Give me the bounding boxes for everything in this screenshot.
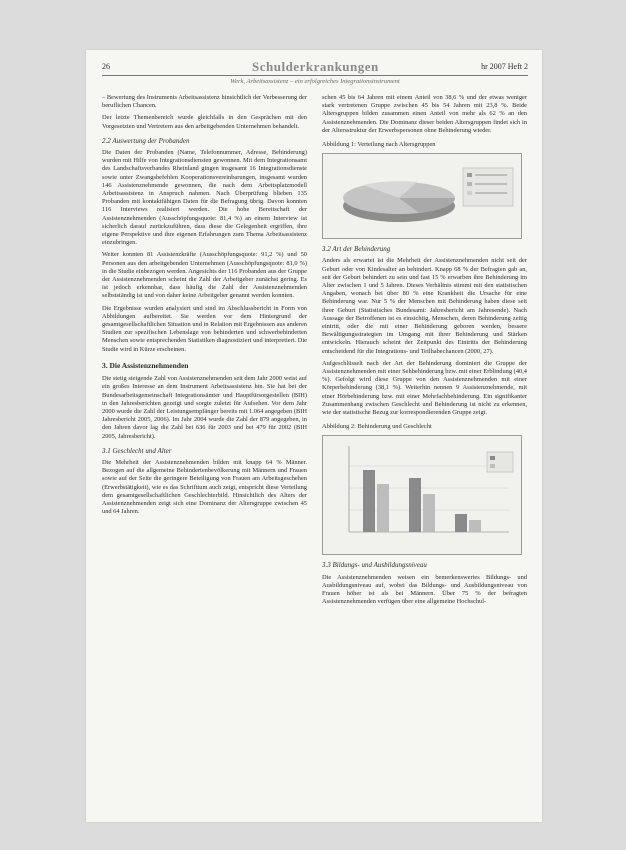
section-3-3-heading: 3.3 Bildungs- und Ausbildungsniveau xyxy=(322,561,427,570)
section-3-2-paragraph-1: Anders als erwartet ist die Mehrheit der Assistenznehmenden nicht seit der Geburt oder von Kindesalter an behindert. Knapp 68 % der Befragten gab an, seit der Geburt behindert zu sein und fast 15 % erwarben ihre Behinderung im Alter zwischen 1 und 5 Jahren. Dieses Verhältnis stimmt mit den statistischen Angaben, wonach bei über 80 % eine Krankheit die Ursache für eine Behinderung war. Nur 5 % der Menschen mit Behinderung haben diese seit ihrer Geburt (Statistisches Bundesamt: Jahresbericht am Jahresende). Nach Aussage der Betroffenen ist es einsichtig, Menschen, deren Behinderung zeitig eintritt, oder die mit einer Behinderung geboren werden, bessere Bewältigungsstrategien im Umgang mit ihrer Behinderung und Stärken entwickeln. Hierauch scheint der Zeitpunkt des Eintritts der Behinderung entscheidend für die Integrations- und Teilhabechancen (2000, 27). xyxy=(322,257,527,355)
section-3-1-paragraph-1: Die Mehrheit der Assistenznehmenden bilden mit knapp 64 % Männer. Bezogen auf die allgemeine Behindertenbevölkerung mit Männern und Frauen sowie auf der Seite die geringere Beteiligung von Frauen am Arbeitsgeschehen (Erwerbstätigkeit), wie es das Schrifttum auch zeigt, entspricht diese Verteilung dem gesamtgesellschaftlichen Geschlechterbild. Hinsichtlich des Alters der Assistenznehmenden zeigt sich eine Dominanz der Altersgruppe zwischen 45 und 64 Jahren. xyxy=(102,458,307,516)
bar-legend-box xyxy=(487,452,513,472)
bar-1b xyxy=(377,484,389,532)
bar-3a xyxy=(455,514,467,532)
bar-3b xyxy=(469,520,481,532)
right-column xyxy=(322,94,527,611)
section-2-2-paragraph-1: Die Daten der Probanden (Name, Telefonnummer, Adresse, Behinderung) wurden mit Hilfe von Integrationsdiensten gewonnen. Mit dem Integrationsamt des Landschaftsverbandes Rheinland gingen insgesamt 16 Integrationsdienste sowie unter Zwangsbefehlen Kooperationsvereinbarungen, insgesamt wurden 146 Assistenznehmende gewonnen, die nach dem Arbeitsplatzmodell Arbeitsassistenz in Anspruch nahmen. Nach Überprüfung blieben 135 Probanden mit kontaktfähigen Daten für die Befragung übrig. Davon konnten 116 Interviews realisiert werden. Die hohe Bereitschaft der Assistenznehmenden (Ausschöpfungsquote: 81,4 %) an einem Interview ist sicherlich darauf zurückzuführen, dass diese die Gelegenheit ergriffen, ihre eigene Perspektive und ihre eigenen Erfahrungen zum Thema Arbeitsassistenz einzubringen. xyxy=(102,149,307,247)
legend-swatch-2 xyxy=(467,182,472,186)
bar-legend-swatch-2 xyxy=(490,464,495,468)
article-subtitle: Werk, Arbeitsassistenz – ein erfolgreiches Integrationsinstrument xyxy=(230,78,400,85)
section-3-2-paragraph-2: Aufgeschlüsselt nach der Art der Behinderung dominiert die Gruppe der Assistenznehmenden mit einer Sehbehinderung bzw. mit einer Erblindung (40,4 %). Gefolgt wird diese Gruppe von den Assistenznehmenden mit einer Körperbehinderung (38,1 %). Weiterhin nennen 9 Assistenznehmende, mit einer Hörbehinderung bzw. mit einer Mehrfachbehinderung. Ein signifikanter Zusammenhang zwischen Geschlecht und Behinderung ist nicht zu erkennen, wie der statistische Bezug zur korrespondierenden Gruppe zeigt. xyxy=(322,359,527,417)
legend-swatch-1 xyxy=(467,173,472,177)
bar-2a xyxy=(409,478,421,532)
journal-title: Schulderkrankungen xyxy=(252,59,379,74)
section-2-2-paragraph-3: Die Ergebnisse wurden analysiert und sind im Abschlussbericht in Form von Abbildungen aufbereitet. Sie werden vor dem Hintergrund der gesamtgesellschaftlichen Situation und in Relation mit Ergebnissen aus anderen Studien zur spezifischen Lebenslage von behinderten und schwerbehinderten Menschen sowie entsprechenden Statistiken diagnostiziert und interpretiert. Die Studie wird in Kürze erscheinen. xyxy=(102,304,307,353)
section-3-2-heading: 3.2 Art der Behinderung xyxy=(322,245,391,254)
header-rule xyxy=(102,75,528,76)
section-3-paragraph-1: Die stetig steigende Zahl von Assistenznehmenden seit dem Jahr 2000 weist auf ein großes Interesse an dem Instrument Arbeitsassistenz hin. Sie hat bei der Bundesarbeitsgemeinschaft Integrationsämter und Hauptfürsorgestellen (BIH) in den Jahresberichten gezeigt und sorgte zuletzt für Aufsehen. Vor dem Jahr 2000 wurde die Zahl der Leistungsempfänger bereits mit 1.064 angegeben (BIH Jahresbericht 2005, 2006). Im Jahr 2004 wurde die Zahl der 879 angegeben, in den Jahren davor lag die Zahl bei 636 für 2003 und bei 479 für 2002 (BIH 2005, Jahresbericht). xyxy=(102,375,307,440)
figure-2-caption: Abbildung 2: Behinderung und Geschlecht xyxy=(322,423,432,431)
left-column xyxy=(102,94,307,520)
page-header xyxy=(102,59,528,74)
intro-paragraph: Der letzte Themenbereich wurde gleichfalls in den Gesprächen mit den Vorgesetzten und Vertretern aus den arbeitgebenden Unternehmen behandelt. xyxy=(102,114,307,130)
section-3-3-paragraph-1: Die Assistenznehmenden weisen ein bemerkenswertes Bildungs- und Ausbildungsniveau auf, wobei das Bildungs- und Ausbildungsniveau von Frauen höher ist als bei Männern. Über 75 % der befragten Assistenznehmenden verfügen über eine allgemeine Hochschul- xyxy=(322,573,527,606)
document-page xyxy=(86,50,542,822)
section-3-heading: 3. Die Assistenznehmenden xyxy=(102,360,189,370)
section-2-2-paragraph-2: Weiter konnten 81 Assistenzkräfte (Ausschöpfungsquote: 91,2 %) und 50 Personen aus den arbeitgebenden Unternehmen (Ausschöpfungsquote: 81,0 %) in die Studie einbezogen werden. Angesichts der 116 Probanden aus der Gruppe der Assistenznehmenden scheint die Zahl der Arbeitgeber zunächst gering. Es ist jedoch erkennbar, dass häufig die Zahl der Assistenznehmenden selbstständig ist und von daher keine Arbeitgeber genannt werden konnten. xyxy=(102,251,307,300)
figure-1-graphic xyxy=(323,154,521,238)
bar-1a xyxy=(363,470,375,532)
legend-swatch-3 xyxy=(467,191,472,195)
intro-bullet: – Bewertung des Instruments Arbeitsassistenz hinsichtlich der Verbesserung der beruflichen Chancen. xyxy=(102,94,307,110)
bar-legend-swatch-1 xyxy=(490,456,495,460)
figure-2-bar-chart xyxy=(322,435,522,555)
figure-2-graphic xyxy=(323,436,521,554)
page-number: 26 xyxy=(102,62,110,71)
bar-2b xyxy=(423,494,435,532)
issue-label: hr 2007 Heft 2 xyxy=(481,62,528,71)
figure-1-pie-chart xyxy=(322,153,522,239)
figure-1-caption: Abbildung 1: Verteilung nach Altersgruppen xyxy=(322,141,436,149)
section-2-2-heading: 2.2 Auswertung der Probanden xyxy=(102,136,190,145)
section-3-1-heading: 3.1 Geschlecht und Alter xyxy=(102,446,172,455)
right-paragraph-1: schen 45 bis 64 Jahren mit einem Anteil von 38,6 % und der etwas weniger stark vertretenen Gruppe zwischen 45 bis 54 Jahren mit 23,8 %. Beide Altersgruppen bilden zusammen einen Anteil von mehr als 62 % an den Assistenznehmenden. Die Dominanz dieser beiden Altersgruppen findet sich in der Altersstruktur der Erwerbspersonen ohne Behinderung wieder. xyxy=(322,94,527,134)
